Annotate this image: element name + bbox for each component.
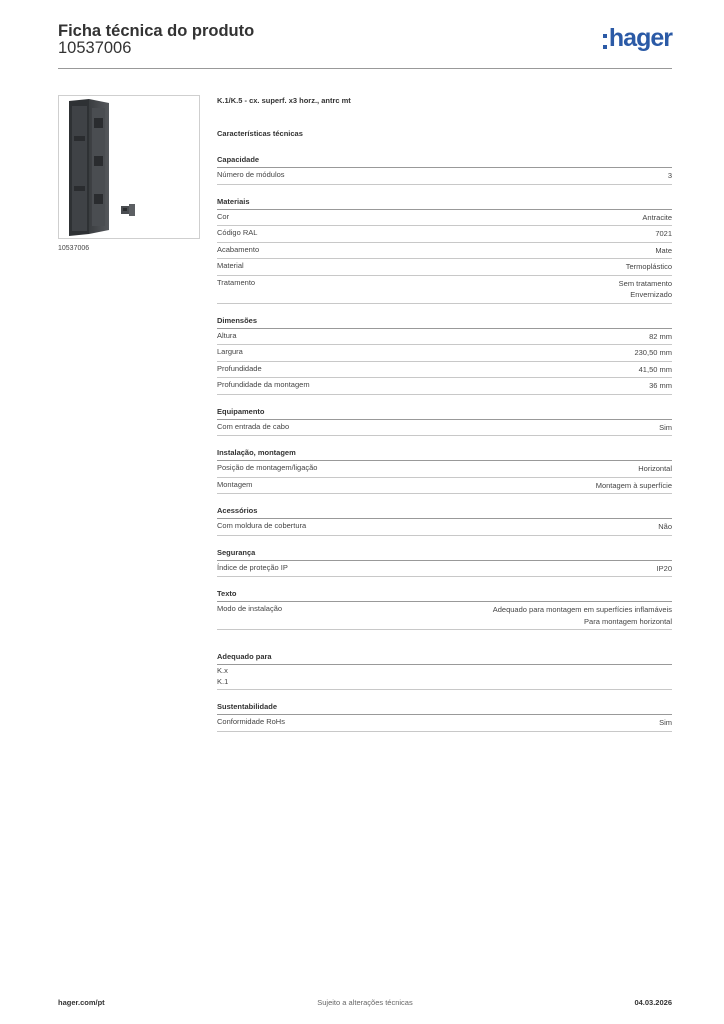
spec-value bbox=[638, 463, 672, 475]
group-title: Capacidade bbox=[217, 155, 672, 168]
spec-row bbox=[217, 420, 672, 437]
spec-value bbox=[649, 380, 672, 392]
spec-group bbox=[217, 589, 672, 630]
spec-value-line: Sim bbox=[659, 422, 672, 432]
spec-row bbox=[217, 561, 672, 578]
spec-value bbox=[639, 364, 672, 376]
group-title: Equipamento bbox=[217, 407, 672, 420]
spec-label: Modo de instalação bbox=[217, 604, 283, 613]
spec-row bbox=[217, 329, 672, 346]
spec-label: Altura bbox=[217, 330, 237, 340]
header-divider bbox=[58, 68, 672, 69]
spec-row bbox=[217, 461, 672, 478]
spec-groups bbox=[217, 155, 672, 630]
spec-group bbox=[217, 407, 672, 437]
spec-row bbox=[217, 226, 672, 243]
document-title: Ficha técnica do produto bbox=[58, 22, 255, 40]
product-number: 10537006 bbox=[58, 39, 132, 57]
spec-value bbox=[493, 604, 672, 627]
spec-value-line: Não bbox=[658, 522, 672, 531]
group-title: Acessórios bbox=[217, 506, 672, 519]
suitable-list bbox=[217, 665, 672, 687]
group-title: Dimensões bbox=[217, 316, 672, 329]
sustainability-rows bbox=[217, 715, 672, 732]
spec-value-line: Sim bbox=[659, 718, 672, 727]
page-footer bbox=[58, 998, 672, 1010]
spec-label: Código RAL bbox=[217, 228, 258, 237]
group-title: Instalação, montagem bbox=[217, 448, 672, 461]
spec-value bbox=[658, 521, 672, 533]
product-image bbox=[58, 95, 200, 239]
spec-group bbox=[217, 197, 672, 304]
spec-value bbox=[642, 212, 672, 224]
spec-row bbox=[217, 276, 672, 304]
spec-row bbox=[217, 378, 672, 395]
spec-row bbox=[217, 362, 672, 379]
spec-value bbox=[596, 480, 672, 492]
spec-value-line: Para montagem horizontal bbox=[584, 616, 672, 626]
spec-group bbox=[217, 448, 672, 494]
spec-label: Com moldura de cobertura bbox=[217, 521, 307, 530]
spec-value bbox=[655, 228, 672, 240]
spec-value-line: Adequado para montagem em superfícies inflamáveis bbox=[492, 605, 672, 614]
spec-label: Profundidade bbox=[217, 363, 262, 373]
spec-group bbox=[217, 548, 672, 578]
spec-value-line: Horizontal bbox=[638, 464, 672, 473]
group-title: Adequado para bbox=[217, 652, 672, 665]
spec-content bbox=[217, 96, 672, 732]
spec-value-line: Mate bbox=[655, 245, 672, 255]
surface-box-icon bbox=[59, 96, 199, 238]
suitable-item: K.1 bbox=[217, 677, 229, 686]
spec-label: Tratamento bbox=[217, 277, 256, 287]
image-caption: 10537006 bbox=[58, 245, 90, 252]
spec-label: Profundidade da montagem bbox=[217, 380, 310, 389]
suitable-item: K.x bbox=[217, 666, 228, 675]
spec-value-line: IP20 bbox=[656, 563, 672, 573]
spec-row bbox=[217, 168, 672, 185]
spec-value-line: 7021 bbox=[655, 229, 672, 238]
spec-label: Número de módulos bbox=[217, 170, 285, 179]
spec-value-line: 36 mm bbox=[649, 381, 672, 390]
spec-value bbox=[655, 245, 672, 257]
spec-value-line: Envernizado bbox=[630, 290, 672, 299]
spec-group bbox=[217, 506, 672, 536]
footer-note: Sujeito a alterações técnicas bbox=[317, 998, 413, 1007]
sustainability-group bbox=[217, 702, 672, 732]
spec-value bbox=[649, 331, 672, 343]
spec-label: Largura bbox=[217, 347, 243, 356]
spec-label: Acabamento bbox=[217, 244, 260, 254]
spec-value bbox=[619, 278, 672, 301]
spec-value-line: Termoplástico bbox=[625, 262, 672, 271]
spec-value-line: 230,50 mm bbox=[634, 348, 672, 357]
spec-label: Cor bbox=[217, 211, 230, 221]
group-title: Materiais bbox=[217, 197, 672, 210]
footer-date: 04.03.2026 bbox=[634, 998, 672, 1007]
spec-value bbox=[634, 347, 672, 359]
list-divider bbox=[217, 687, 672, 690]
spec-label: Posição de montagem/ligação bbox=[217, 463, 318, 472]
spec-label: Com entrada de cabo bbox=[217, 421, 290, 431]
spec-group bbox=[217, 316, 672, 395]
spec-row bbox=[217, 259, 672, 276]
spec-value-line: Sem tratamento bbox=[618, 278, 672, 288]
spec-row bbox=[217, 602, 672, 630]
footer-website: hager.com/pt bbox=[58, 998, 105, 1007]
spec-value bbox=[626, 261, 672, 273]
spec-row bbox=[217, 478, 672, 495]
spec-value-line: Antracite bbox=[642, 212, 672, 222]
group-title: Sustentabilidade bbox=[217, 702, 672, 715]
spec-value bbox=[657, 563, 672, 575]
spec-label: Material bbox=[217, 261, 244, 270]
hager-logo bbox=[603, 26, 672, 51]
spec-value-line: Montagem à superfície bbox=[595, 480, 672, 490]
spec-value bbox=[659, 717, 672, 729]
spec-value-line: 3 bbox=[667, 171, 672, 180]
spec-value-line: 82 mm bbox=[649, 331, 672, 341]
spec-value bbox=[668, 170, 672, 182]
page-header bbox=[58, 22, 672, 68]
spec-row bbox=[217, 519, 672, 536]
logo-text: hager bbox=[608, 24, 672, 52]
spec-row bbox=[217, 210, 672, 227]
product-name: K.1/K.5 - cx. superf. x3 horz., antrc mt bbox=[217, 96, 351, 105]
spec-value-line: 41,50 mm bbox=[638, 364, 672, 374]
group-title: Texto bbox=[217, 589, 672, 602]
spec-value bbox=[659, 422, 672, 434]
spec-label: Índice de proteção IP bbox=[217, 562, 288, 572]
suitable-group bbox=[217, 652, 672, 690]
spec-label: Montagem bbox=[217, 479, 253, 489]
spec-row bbox=[217, 345, 672, 362]
group-title: Segurança bbox=[217, 548, 672, 561]
spec-row bbox=[217, 243, 672, 260]
spec-row bbox=[217, 715, 672, 732]
section-heading: Características técnicas bbox=[217, 129, 303, 138]
logo-dots-icon bbox=[603, 34, 607, 49]
spec-group bbox=[217, 155, 672, 185]
spec-label: Conformidade RoHs bbox=[217, 717, 285, 726]
